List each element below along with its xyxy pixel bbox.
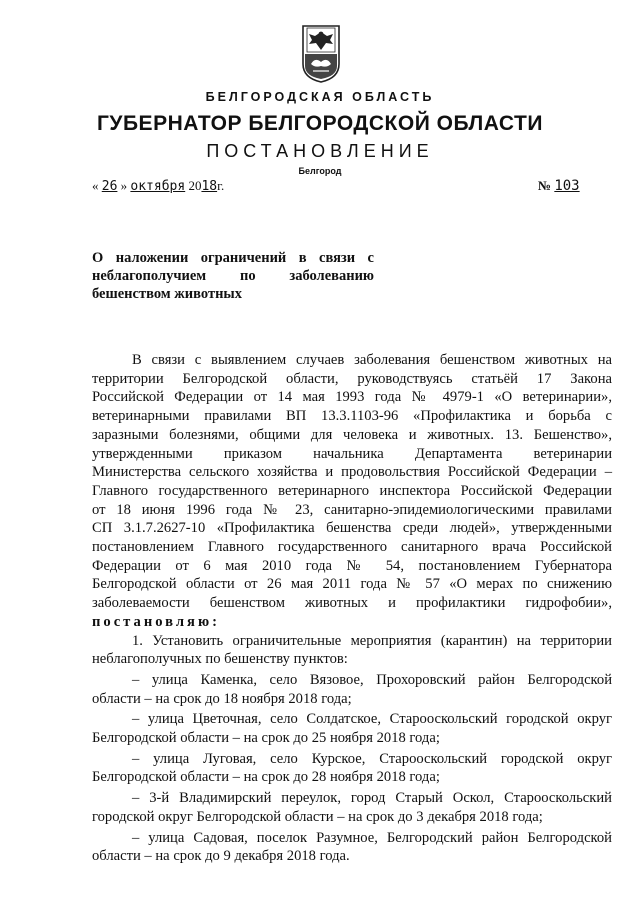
- body-line: Федерации от 6 мая 2010 года № 54, постановлением Губернатора: [92, 557, 612, 574]
- number-label: №: [538, 178, 552, 193]
- body-line: Министерства сельского хозяйства и продовольствия Российской Федерации –: [92, 464, 612, 481]
- body-line: Белгородской области от 26 мая 2011 года № 57 «О мерах по снижению: [92, 576, 612, 593]
- body-line: неблагополучных по бешенству пунктов:: [92, 651, 348, 668]
- date-year-prefix: 20: [188, 178, 202, 193]
- body-line: территории Белгородской области, руководствуясь статьёй 17 Закона: [92, 370, 612, 387]
- governor-title: ГУБЕРНАТОР БЕЛГОРОДСКОЙ ОБЛАСТИ: [97, 112, 543, 135]
- body-line: заразными болезнями, общими для человека и животных. 13. Бешенство»,: [92, 426, 612, 443]
- body-line: городской округ Белгородской области – на срок до 3 декабря 2018 года;: [92, 808, 543, 825]
- coat-of-arms-emblem: [299, 24, 343, 84]
- date-year-suffix: 18: [201, 179, 218, 194]
- date-year-unit: г.: [217, 178, 225, 193]
- document-subject: [92, 249, 374, 303]
- body-line: области – на срок до 18 ноября 2018 года;: [92, 690, 352, 707]
- body-line: – улица Каменка, село Вязовое, Прохоровский район Белгородской: [132, 671, 612, 688]
- subject-line: О наложении ограничений в связи с: [92, 250, 374, 266]
- date-day: 26: [101, 179, 118, 194]
- date-month: октября: [130, 179, 186, 194]
- date-quote-open: «: [92, 178, 99, 193]
- body-line: заболеваемости бешенством животных и профилактики гидрофобии»,: [92, 595, 612, 612]
- body-line: – улица Луговая, село Курское, Старооскольский городской округ: [132, 750, 612, 767]
- document-date: [92, 178, 224, 194]
- body-line: – улица Садовая, поселок Разумное, Белгородский район Белгородской: [132, 829, 612, 846]
- body-line: – улица Цветочная, село Солдатское, Старооскольский городской округ: [132, 711, 612, 728]
- body-line: Белгородской области – на срок до 28 ноября 2018 года;: [92, 769, 440, 786]
- body-line: постановлением Главного государственного санитарного врача Российской: [92, 539, 612, 556]
- body-line: ветеринарными правилами ВП 13.3.1103-96 «Профилактика и борьба с: [92, 408, 612, 425]
- body-line: утвержденными приказом начальника Департамента ветеринарии: [92, 445, 612, 462]
- body-line: Российской Федерации от 14 мая 1993 года № 4979-1 «О ветеринарии»,: [92, 389, 612, 406]
- body-line: СП 3.1.7.2627-10 «Профилактика бешенства среди людей», утвержденными: [92, 520, 612, 537]
- body-line: – 3-й Владимирский переулок, город Старый Оскол, Старооскольский: [132, 790, 612, 807]
- document-body: [92, 351, 612, 866]
- date-quote-close: »: [120, 178, 128, 193]
- city-label: Белгород: [298, 166, 342, 176]
- resolve-word: постановляю:: [92, 613, 220, 630]
- body-line: В связи с выявлением случаев заболевания бешенством животных на: [132, 352, 612, 368]
- subject-line: неблагополучием по заболеванию: [92, 268, 374, 284]
- document-type-title: ПОСТАНОВЛЕНИЕ: [206, 141, 434, 161]
- body-line: от 18 июня 1996 года № 23, санитарно-эпидемиологическими правилами: [92, 501, 612, 518]
- document-number: [538, 178, 580, 194]
- body-line: Белгородской области – на срок до 25 ноября 2018 года;: [92, 730, 440, 747]
- body-line: 1. Установить ограничительные мероприятия (карантин) на территории: [132, 632, 612, 649]
- subject-line: бешенством животных: [92, 286, 242, 302]
- number-value: 103: [554, 178, 580, 194]
- region-title: БЕЛГОРОДСКАЯ ОБЛАСТЬ: [205, 90, 435, 104]
- body-line: области – на срок до 9 декабря 2018 года.: [92, 848, 350, 865]
- body-line: Главного государственного ветеринарного инспектора Российской Федерации: [92, 482, 612, 499]
